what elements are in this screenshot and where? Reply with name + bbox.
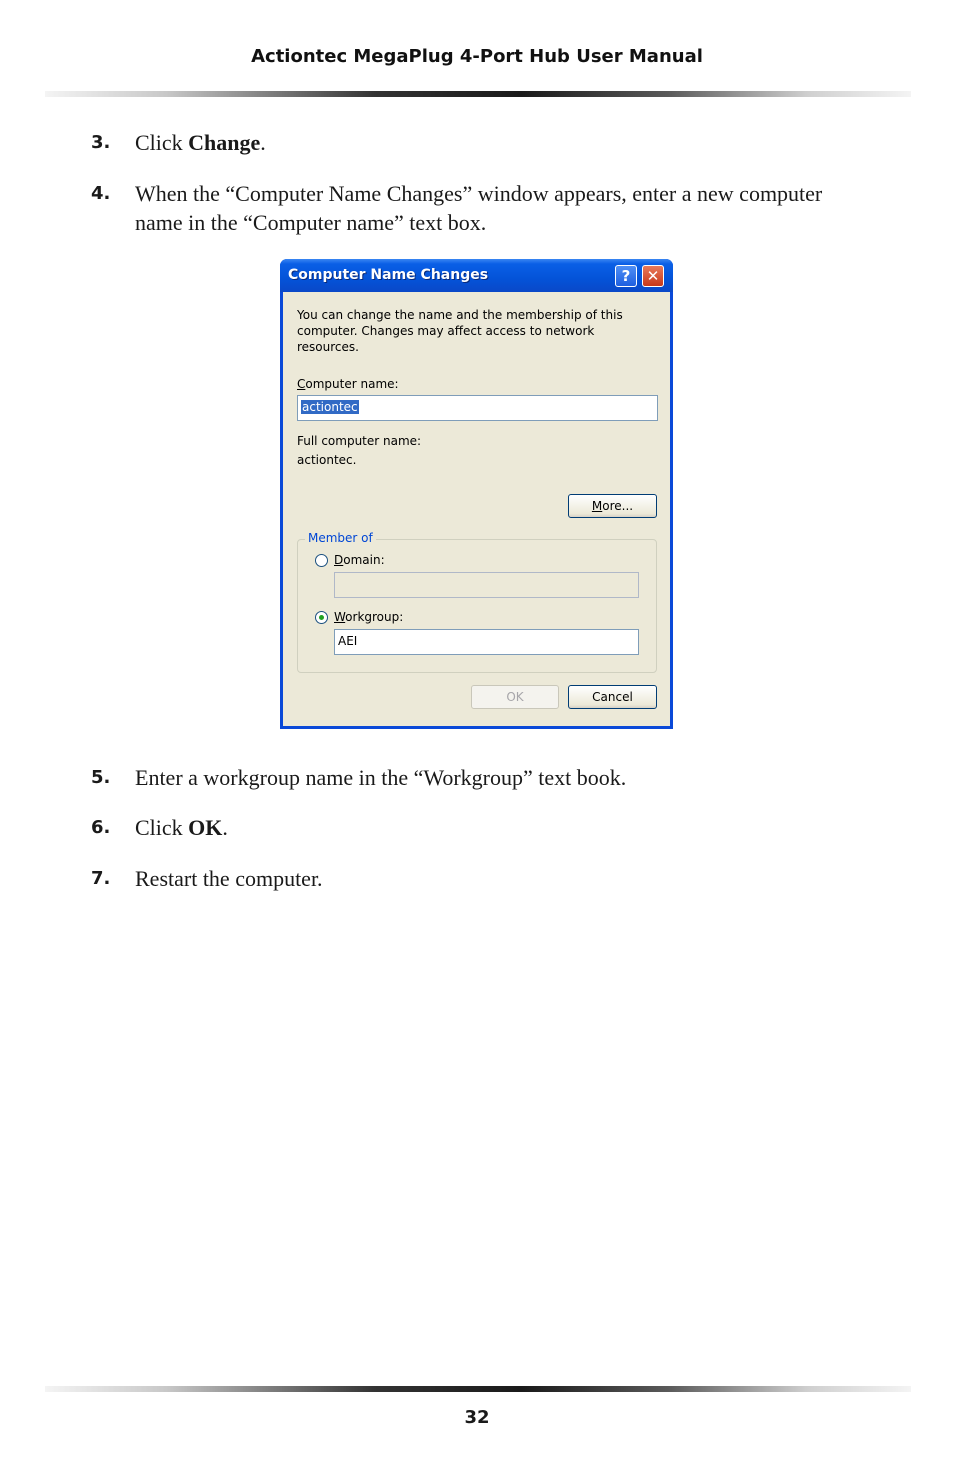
dialog-title: Computer Name Changes [288, 267, 489, 283]
domain-label [334, 553, 385, 567]
member-of-title: Member of [305, 531, 376, 545]
full-computer-name-label: Full computer name: [297, 434, 422, 448]
dialog-body [283, 292, 670, 726]
step-number: 6. [91, 817, 111, 838]
step-text-prefix: Click [135, 815, 189, 840]
step-text-suffix: . [222, 815, 228, 840]
workgroup-input[interactable]: AEI [334, 629, 639, 655]
full-computer-name-value: actiontec. [297, 453, 357, 467]
domain-label-mnemonic: D [334, 553, 344, 567]
step-number: 7. [91, 868, 111, 889]
step-text-prefix: Click [135, 130, 189, 155]
header-rule [45, 91, 911, 97]
step-text-line-2: name in the “Computer name” text box. [135, 210, 487, 235]
step-text [135, 128, 881, 157]
dialog-intro-text: You can change the name and the membership of this computer. Changes may affect access to network resources. [297, 308, 623, 354]
domain-label-text: omain: [343, 553, 385, 567]
workgroup-label-text: orkgroup: [345, 610, 404, 624]
step-text: Enter a workgroup name in the “Workgroup” text book. [135, 765, 627, 790]
computer-name-label-text: omputer name: [305, 377, 399, 391]
computer-name-value: actiontec [302, 400, 358, 414]
computer-name-label-mnemonic: C [297, 377, 306, 391]
step-bold-term: OK [188, 815, 223, 840]
dialog-titlebar[interactable] [280, 259, 673, 292]
computer-name-label [297, 377, 399, 391]
step-text: Restart the computer. [135, 866, 323, 891]
more-button-mnemonic: M [591, 499, 603, 513]
step-number: 5. [91, 767, 111, 788]
page-number: 32 [464, 1407, 490, 1428]
computer-name-input[interactable] [297, 395, 658, 421]
domain-input[interactable] [334, 572, 639, 598]
step-4 [91, 179, 881, 237]
workgroup-label [334, 610, 403, 624]
step-text-line-1: When the “Computer Name Changes” window appears, enter a new computer [135, 181, 823, 206]
step-number: 4. [91, 183, 111, 204]
workgroup-label-mnemonic: W [334, 610, 346, 624]
step-bold-term: Change [188, 130, 261, 155]
workgroup-radio[interactable] [315, 611, 328, 624]
step-number: 3. [91, 132, 111, 153]
more-button-label: ore... [602, 499, 634, 513]
footer-rule [45, 1386, 911, 1392]
page-header-title: Actiontec MegaPlug 4-Port Hub User Manual [251, 46, 703, 67]
step-3 [91, 128, 881, 157]
domain-radio[interactable] [315, 554, 328, 567]
computer-name-changes-dialog [280, 259, 673, 729]
close-icon[interactable]: ✕ [642, 265, 664, 287]
help-icon[interactable]: ? [615, 265, 637, 287]
step-text [135, 813, 881, 842]
more-button[interactable] [568, 494, 657, 518]
cancel-button[interactable]: Cancel [568, 685, 657, 709]
step-6 [91, 813, 881, 842]
step-5 [91, 763, 881, 792]
step-text-suffix: . [260, 130, 266, 155]
step-7 [91, 864, 881, 893]
ok-button[interactable]: OK [471, 685, 559, 709]
